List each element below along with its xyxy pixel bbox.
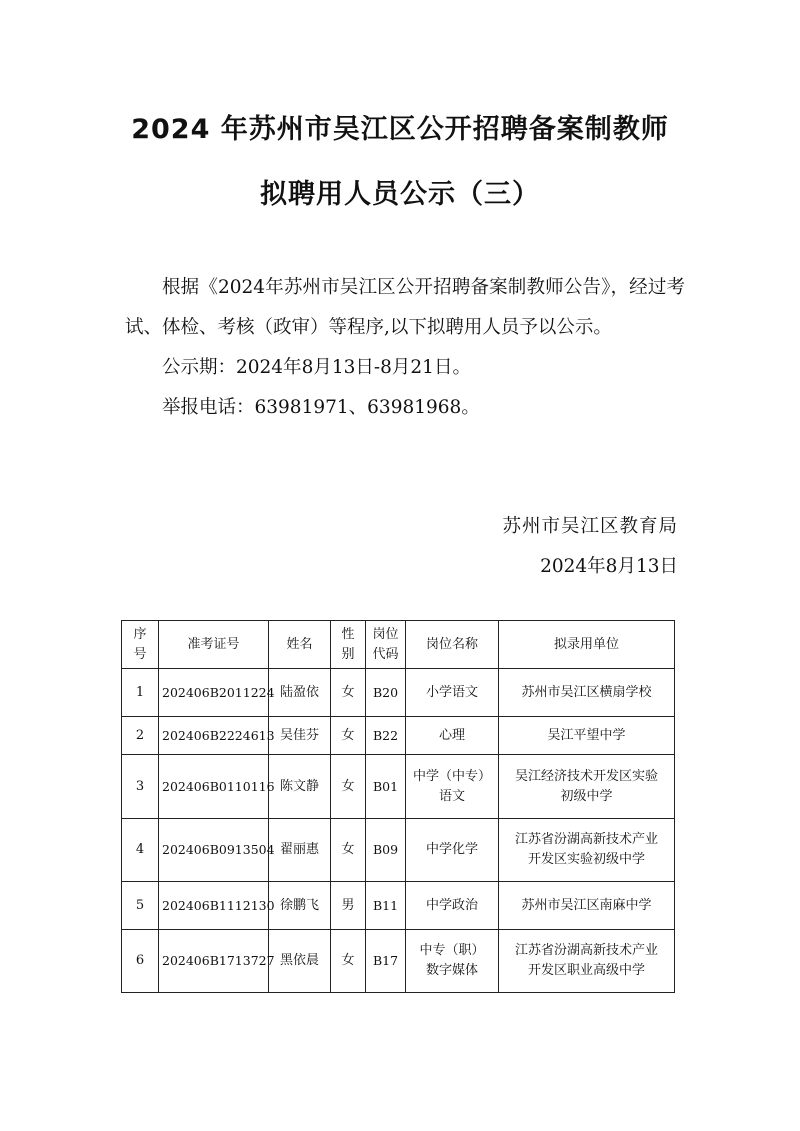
hire-roster-table: [121, 620, 675, 993]
table-row: [122, 882, 675, 930]
cell-post-code: B20: [366, 669, 406, 717]
cell-post-code: B01: [366, 755, 406, 819]
cell-exam-id: 202406B0110116: [159, 755, 269, 819]
cell-name: 吴佳芬: [269, 717, 331, 755]
cell-name: 黑依晨: [269, 930, 331, 993]
cell-post-name: 中学政治: [406, 882, 499, 930]
cell-post-name: 心理: [406, 717, 499, 755]
cell-exam-id: 202406B1713727: [159, 930, 269, 993]
cell-name: 翟丽惠: [269, 819, 331, 882]
doc-title-line1: 2024 年苏州市吴江区公开招聘备案制教师: [131, 114, 669, 145]
cell-exam-id: 202406B0913504: [159, 819, 269, 882]
cell-name: 徐鹏飞: [269, 882, 331, 930]
header-name: 姓名: [269, 621, 331, 669]
cell-post-name: 中学化学: [406, 819, 499, 882]
table-row: [122, 669, 675, 717]
cell-gender: 女: [331, 755, 366, 819]
doc-title-line2: 拟聘用人员公示（三）: [260, 179, 540, 210]
cell-no: 2: [122, 717, 159, 755]
cell-post-code: B17: [366, 930, 406, 993]
table-row: [122, 717, 675, 755]
cell-unit: 苏州市吴江区南麻中学: [499, 882, 675, 930]
cell-name: 陆盈依: [269, 669, 331, 717]
cell-unit: 江苏省汾湖高新技术产业 开发区实验初级中学: [499, 819, 675, 882]
cell-gender: 女: [331, 819, 366, 882]
cell-unit: 吴江平望中学: [499, 717, 675, 755]
header-no: 序 号: [122, 621, 159, 669]
cell-exam-id: 202406B2224613: [159, 717, 269, 755]
notice-body: [125, 268, 685, 428]
table-header-row: [122, 621, 675, 669]
cell-no: 6: [122, 930, 159, 993]
cell-exam-id: 202406B2011224: [159, 669, 269, 717]
notice-paragraph-hotline: 举报电话：63981971、63981968。: [162, 397, 480, 418]
notice-paragraph-basis: 根据《2024年苏州市吴江区公开招聘备案制教师公告》，经过考试、体检、考核（政审）等程序,以下拟聘用人员予以公示。: [125, 277, 685, 338]
header-exam-id: 准考证号: [159, 621, 269, 669]
cell-post-code: B09: [366, 819, 406, 882]
cell-gender: 女: [331, 717, 366, 755]
cell-unit: 江苏省汾湖高新技术产业 开发区职业高级中学: [499, 930, 675, 993]
table-row: [122, 755, 675, 819]
header-unit: 拟录用单位: [499, 621, 675, 669]
issuer-name: 苏州市吴江区教育局: [502, 516, 678, 537]
cell-gender: 女: [331, 930, 366, 993]
cell-post-code: B11: [366, 882, 406, 930]
header-post-code: 岗位 代码: [366, 621, 406, 669]
cell-no: 4: [122, 819, 159, 882]
cell-unit: 苏州市吴江区横扇学校: [499, 669, 675, 717]
header-post-name: 岗位名称: [406, 621, 499, 669]
cell-unit: 吴江经济技术开发区实验 初级中学: [499, 755, 675, 819]
cell-gender: 男: [331, 882, 366, 930]
cell-post-code: B22: [366, 717, 406, 755]
cell-no: 5: [122, 882, 159, 930]
issue-date: 2024年8月13日: [540, 556, 678, 577]
cell-name: 陈文静: [269, 755, 331, 819]
cell-exam-id: 202406B1112130: [159, 882, 269, 930]
cell-post-name: 中专（职） 数字媒体: [406, 930, 499, 993]
cell-no: 1: [122, 669, 159, 717]
cell-post-name: 小学语文: [406, 669, 499, 717]
cell-post-name: 中学（中专） 语文: [406, 755, 499, 819]
table-row: [122, 930, 675, 993]
table-row: [122, 819, 675, 882]
cell-no: 3: [122, 755, 159, 819]
header-gender: 性 别: [331, 621, 366, 669]
cell-gender: 女: [331, 669, 366, 717]
notice-paragraph-period: 公示期：2024年8月13日-8月21日。: [162, 357, 471, 378]
